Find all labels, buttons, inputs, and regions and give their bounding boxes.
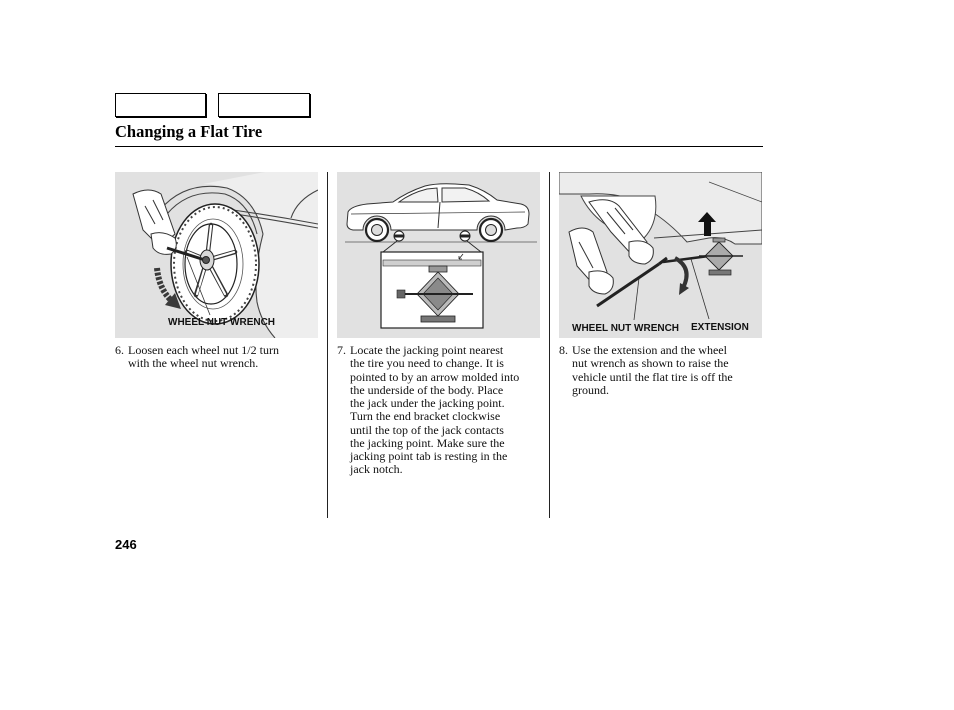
title-rule <box>115 146 763 147</box>
step-7-instructions <box>337 344 519 477</box>
step-line: the tire you need to change. It is <box>350 356 504 371</box>
figure-raise-vehicle <box>559 172 762 338</box>
step-line: with the wheel nut wrench. <box>128 356 259 371</box>
step-text: Locate the jacking point nearest <box>350 343 504 357</box>
figure-label-wheel-nut-wrench: WHEEL NUT WRENCH <box>572 323 680 334</box>
step-number: 6. <box>115 343 124 357</box>
figure-label-extension: EXTENSION <box>691 322 749 333</box>
step-number: 7. <box>337 343 346 357</box>
jacking-point-marker-rear <box>394 231 404 241</box>
step-line: until the top of the jack contacts <box>350 422 504 437</box>
step-line: Turn the end bracket clockwise <box>350 409 501 424</box>
page-title: Changing a Flat Tire <box>115 122 263 141</box>
step-text: Use the extension and the wheel <box>572 343 727 357</box>
step-line: the jacking point. Make sure the <box>350 435 505 450</box>
step-line: nut wrench as shown to raise the <box>572 356 729 371</box>
step-line <box>337 344 519 357</box>
jack-detail-inset <box>381 252 483 328</box>
nav-tab-2[interactable] <box>218 93 310 117</box>
figure-jacking-point <box>337 172 540 338</box>
front-wheel <box>480 219 502 241</box>
step-line <box>559 344 733 357</box>
step-8-instructions <box>559 344 733 397</box>
column-divider-2 <box>549 172 550 518</box>
column-divider-1 <box>327 172 328 518</box>
step-line <box>115 344 279 357</box>
step-line: the underside of the body. Place <box>350 382 504 397</box>
step-line: jack notch. <box>350 462 403 477</box>
page-number: 246 <box>115 537 137 552</box>
jacking-point-marker-front <box>460 231 470 241</box>
step-number: 8. <box>559 343 568 357</box>
step-line: pointed to by an arrow molded into <box>350 369 520 384</box>
step-text: Loosen each wheel nut 1/2 turn <box>128 343 279 357</box>
rear-wheel <box>366 219 388 241</box>
step-6-instructions <box>115 344 279 371</box>
step-line: the jack under the jacking point. <box>350 396 505 410</box>
figure-label-wheel-nut-wrench: WHEEL NUT WRENCH <box>168 317 276 328</box>
figure-loosen-wheel-nuts <box>115 172 318 338</box>
tire <box>171 204 259 324</box>
step-line: ground. <box>572 382 609 397</box>
step-line: jacking point tab is resting in the <box>350 449 508 463</box>
nav-tab-1[interactable] <box>115 93 206 117</box>
step-line: vehicle until the flat tire is off the <box>572 369 733 384</box>
